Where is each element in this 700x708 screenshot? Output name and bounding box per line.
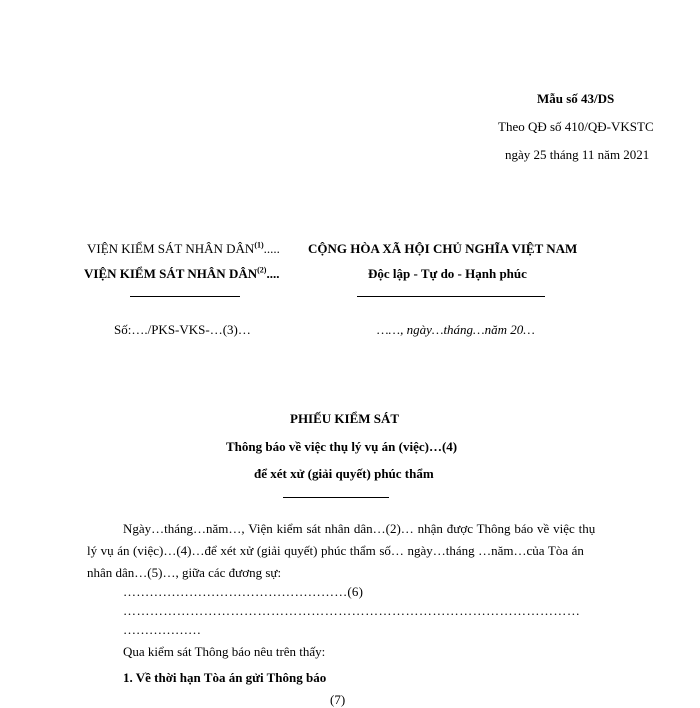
form-code: Mẫu số 43/DS (537, 91, 615, 106)
body-paragraph-line3: nhân dân…(5)…, giữa các đương sự: (87, 565, 282, 580)
place-and-date: ……, ngày…tháng…năm 20… (377, 322, 535, 337)
litigants-dots-line1: ……………………………………………(6) (123, 584, 364, 599)
title-underline (283, 497, 389, 498)
procuracy-name-dots: .... (266, 266, 280, 281)
right-header-underline (357, 296, 545, 297)
document-title: PHIẾU KIỂM SÁT (290, 411, 400, 426)
section1-heading: 1. Về thời hạn Tòa án gửi Thông báo (123, 670, 327, 685)
procuracy-name (84, 266, 279, 282)
country-name: CỘNG HÒA XÃ HỘI CHỦ NGHĨA VIỆT NAM (308, 241, 578, 256)
footnote-ref-1: (1) (254, 240, 264, 250)
document-subtitle-line2: để xét xử (giải quyết) phúc thẩm (254, 466, 434, 481)
body-paragraph-line2: lý vụ án (việc)…(4)…để xét xử (giải quyết) phúc thẩm số… ngày…tháng …năm…của Tòa án (87, 543, 584, 558)
national-motto: Độc lập - Tự do - Hạnh phúc (368, 266, 527, 281)
procuracy-name-text: VIỆN KIỂM SÁT NHÂN DÂN (84, 266, 258, 281)
footnote-ref-2: (2) (257, 265, 267, 275)
procuracy-name-upper-text: VIỆN KIỂM SÁT NHÂN DÂN (87, 241, 255, 256)
procuracy-name-upper (87, 241, 280, 257)
litigants-dots-line3: ……………… (123, 622, 201, 637)
document-number: Số:…./PKS-VKS-…(3)… (114, 322, 251, 337)
section1-footnote-partial: (7) (330, 692, 346, 707)
document-subtitle-line1: Thông báo về việc thụ lý vụ án (việc)…(4) (226, 439, 458, 454)
litigants-dots-line2: ………………………………………………………………………………………… (123, 603, 581, 618)
decision-reference: Theo QĐ số 410/QĐ-VKSTC (498, 119, 654, 134)
body-paragraph-line1: Ngày…tháng…năm…, Viện kiểm sát nhân dân…(2)… nhận được Thông báo về việc thụ (123, 521, 596, 536)
procuracy-name-upper-dots: ..... (263, 241, 280, 256)
decision-date: ngày 25 tháng 11 năm 2021 (505, 147, 650, 162)
review-intro: Qua kiểm sát Thông báo nêu trên thấy: (123, 644, 326, 659)
left-header-underline (130, 296, 240, 297)
